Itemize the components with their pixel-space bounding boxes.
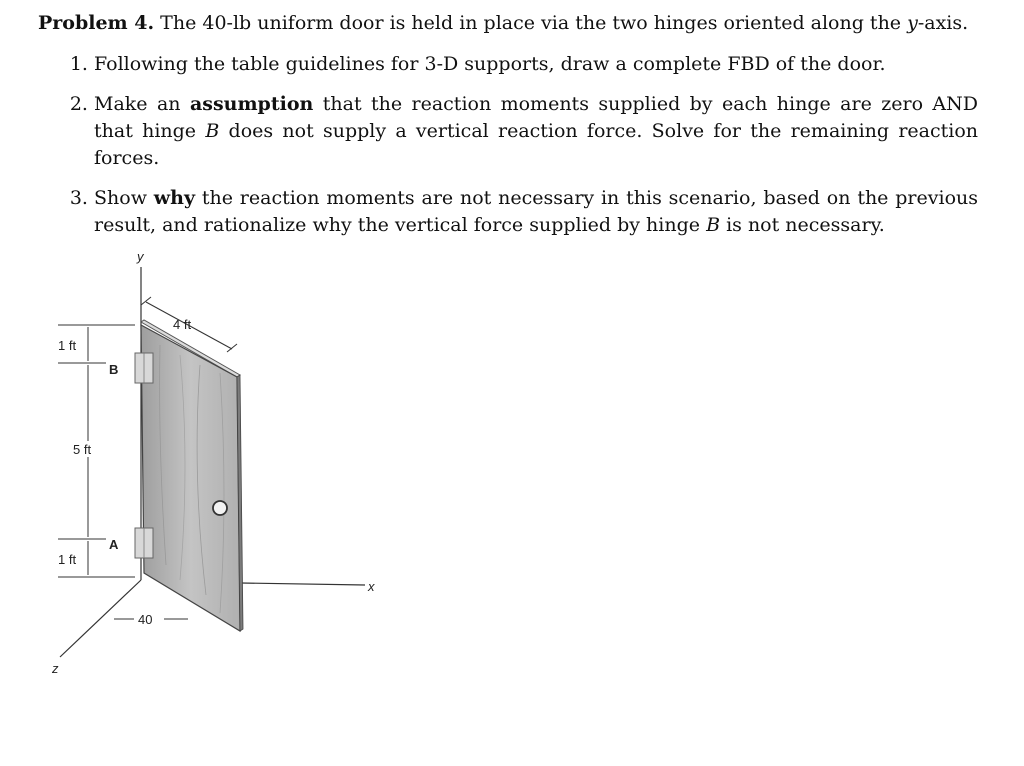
task-list (38, 51, 978, 239)
width-dim-ext-2 (227, 344, 237, 352)
task-item-2 (94, 91, 978, 172)
width-dim-label: 4 ft (173, 317, 192, 332)
z-axis-label: z (52, 661, 59, 676)
x-axis-label: x (368, 579, 375, 594)
task-3-var: B (706, 214, 721, 236)
task-item-3 (94, 185, 978, 239)
hinge-a-label: A (109, 537, 119, 552)
task-2-mid: that the reaction moments supplied by each hinge are zero AND that hinge (94, 93, 979, 142)
door-figure (40, 245, 400, 685)
task-item-1 (94, 51, 978, 78)
task-3-pre: Show (94, 187, 154, 209)
task-2-post: does not supply a vertical reaction force. Solve for the remaining reaction forces. (94, 120, 979, 169)
task-3-mid: the reaction moments are not necessary in this scenario, based on the previous result, and rationalize why the vertical force supplied by hinge (94, 187, 978, 236)
door-face (141, 325, 240, 631)
x-axis-line (241, 583, 365, 585)
y-axis-label: y (137, 249, 144, 264)
door-knob-icon (213, 501, 227, 515)
task-3-bold: why (153, 187, 196, 209)
task-1-text: Following the table guidelines for 3-D supports, draw a complete FBD of the door. (94, 53, 886, 75)
dim-top-label: 1 ft (58, 338, 77, 353)
statement-after: -axis. (917, 12, 969, 34)
statement-before: The 40-lb uniform door is held in place via the two hinges oriented along the (160, 12, 908, 34)
task-3-post: is not necessary. (720, 214, 885, 236)
problem-statement (38, 10, 978, 37)
statement-axis: y (907, 12, 918, 34)
task-2-bold: assumption (189, 93, 314, 115)
task-2-pre: Make an (94, 93, 190, 115)
weight-label: 40 (138, 612, 153, 627)
task-2-var: B (205, 120, 220, 142)
problem-text (38, 10, 978, 252)
problem-label: Problem 4. (38, 12, 155, 34)
dim-bottom-label: 1 ft (58, 552, 77, 567)
dim-middle-label: 5 ft (73, 442, 92, 457)
hinge-b-label: B (109, 362, 119, 377)
